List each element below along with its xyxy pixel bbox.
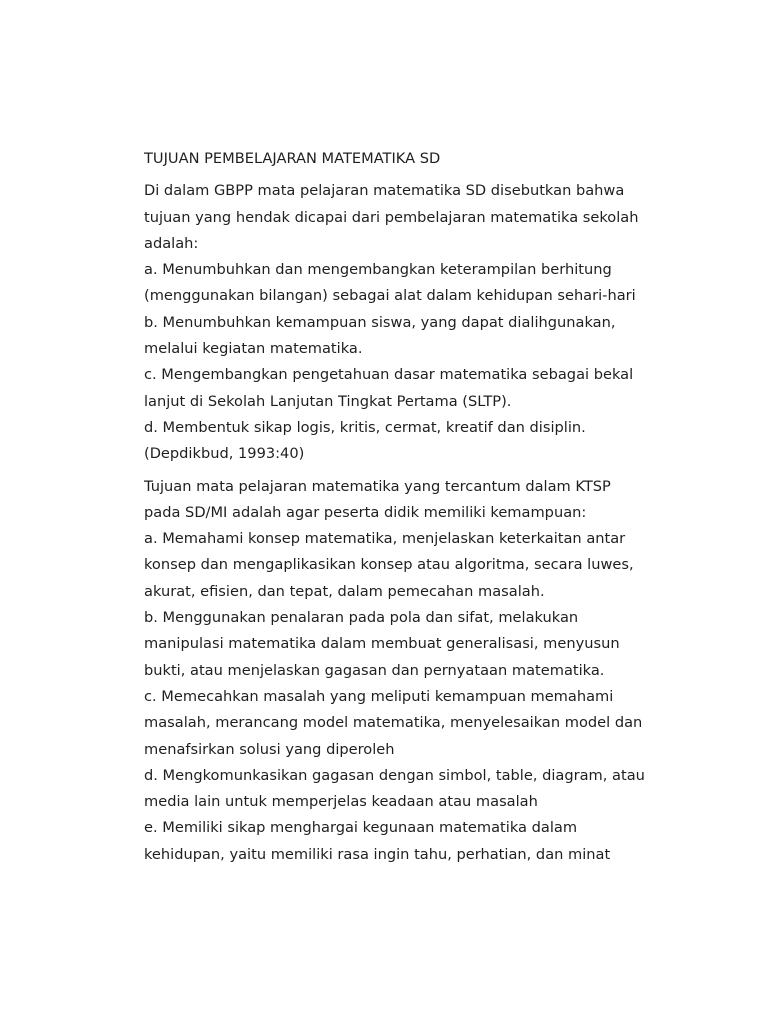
paragraph-line: media lain untuk memperjelas keadaan atau masalah bbox=[144, 793, 538, 811]
paragraph-line: tujuan yang hendak dicapai dari pembelajaran matematika sekolah bbox=[144, 208, 639, 226]
paragraph-line: Tujuan mata pelajaran matematika yang tercantum dalam KTSP bbox=[144, 477, 611, 495]
paragraph-line: Di dalam GBPP mata pelajaran matematika SD disebutkan bahwa bbox=[144, 182, 625, 200]
paragraph-line: melalui kegiatan matematika. bbox=[144, 340, 363, 358]
list-item-e: e. Memiliki sikap menghargai kegunaan matematika dalam bbox=[144, 819, 578, 837]
list-item-c: c. Memecahkan masalah yang meliputi kemampuan memahami bbox=[144, 687, 614, 705]
paragraph-line: adalah: bbox=[144, 234, 199, 252]
paragraph-line: masalah, merancang model matematika, menyelesaikan model dan bbox=[144, 714, 643, 732]
document-page bbox=[144, 146, 684, 874]
paragraph-line: pada SD/MI adalah agar peserta didik memiliki kemampuan: bbox=[144, 503, 587, 521]
paragraph-gbpp bbox=[144, 178, 684, 467]
paragraph-line: bukti, atau menjelaskan gagasan dan pernyataan matematika. bbox=[144, 661, 605, 679]
paragraph-line: akurat, efisien, dan tepat, dalam pemecahan masalah. bbox=[144, 582, 545, 600]
paragraph-line: menafsirkan solusi yang diperoleh bbox=[144, 740, 395, 758]
citation: (Depdikbud, 1993:40) bbox=[144, 445, 305, 463]
paragraph-line: lanjut di Sekolah Lanjutan Tingkat Pertama (SLTP). bbox=[144, 392, 512, 410]
list-item-b: b. Menggunakan penalaran pada pola dan sifat, melakukan bbox=[144, 609, 579, 627]
paragraph-ktsp bbox=[144, 474, 684, 868]
paragraph-line: konsep dan mengaplikasikan konsep atau algoritma, secara luwes, bbox=[144, 556, 634, 574]
list-item-b: b. Menumbuhkan kemampuan siswa, yang dapat dialihgunakan, bbox=[144, 313, 616, 331]
paragraph-line: manipulasi matematika dalam membuat generalisasi, menyusun bbox=[144, 635, 620, 653]
list-item-a: a. Menumbuhkan dan mengembangkan keterampilan berhitung bbox=[144, 261, 612, 279]
list-item-a: a. Memahami konsep matematika, menjelaskan keterkaitan antar bbox=[144, 530, 626, 548]
document-title: TUJUAN PEMBELAJARAN MATEMATIKA SD bbox=[144, 150, 441, 167]
list-item-d: d. Membentuk sikap logis, kritis, cermat, kreatif dan disiplin. bbox=[144, 418, 586, 436]
list-item-c: c. Mengembangkan pengetahuan dasar matematika sebagai bekal bbox=[144, 366, 634, 384]
paragraph-line: kehidupan, yaitu memiliki rasa ingin tahu, perhatian, dan minat bbox=[144, 845, 611, 863]
paragraph-line: (menggunakan bilangan) sebagai alat dalam kehidupan sehari-hari bbox=[144, 287, 636, 305]
list-item-d: d. Mengkomunkasikan gagasan dengan simbol, table, diagram, atau bbox=[144, 766, 645, 784]
